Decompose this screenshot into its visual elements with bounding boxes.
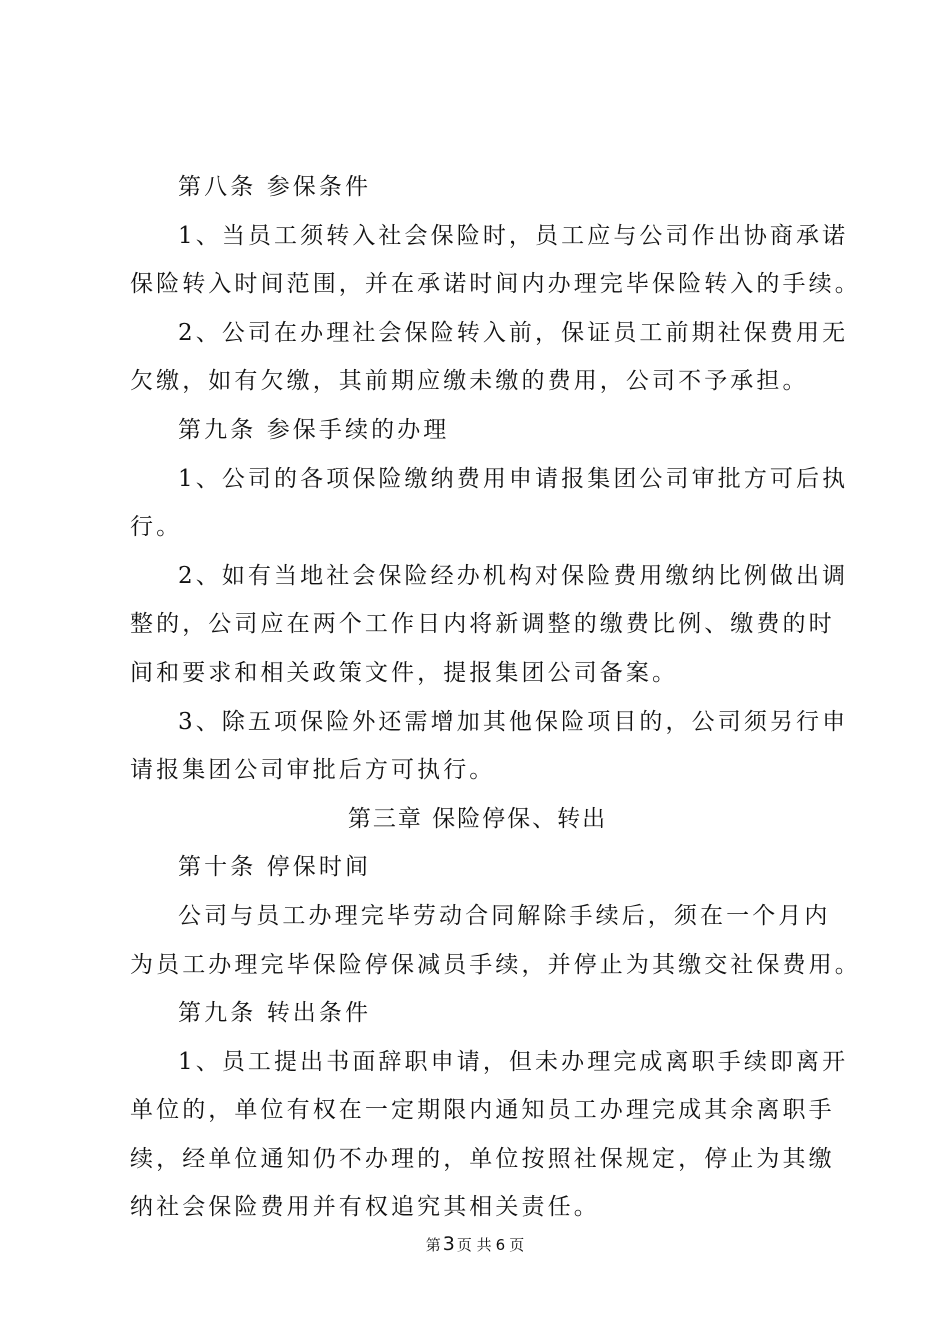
paragraph-line: 2、公司在办理社会保险转入前，保证员工前期社保费用无	[178, 319, 849, 346]
total-pages-number: 6	[495, 1236, 506, 1254]
paragraph-line: 整的，公司应在两个工作日内将新调整的缴费比例、缴费的时	[130, 611, 835, 638]
paragraph-line: 2、如有当地社会保险经办机构对保险费用缴纳比例做出调	[178, 562, 849, 589]
document-body	[130, 163, 861, 1232]
paragraph-line: 请报集团公司审批后方可执行。	[130, 757, 496, 784]
paragraph-line: 为员工办理完毕保险停保减员手续，并停止为其缴交社保费用。	[130, 951, 861, 978]
paragraph-line: 欠缴，如有欠缴，其前期应缴未缴的费用，公司不予承担。	[130, 368, 809, 395]
footer-suffix: 页	[509, 1236, 525, 1254]
footer-prefix: 第	[425, 1236, 441, 1254]
paragraph-line: 1、当员工须转入社会保险时，员工应与公司作出协商承诺	[178, 222, 849, 249]
paragraph-line: 公司与员工办理完毕劳动合同解除手续后，须在一个月内	[178, 902, 831, 929]
paragraph-line: 单位的，单位有权在一定期限内通知员工办理完成其余离职手	[130, 1097, 835, 1124]
chapter-heading: 第三章 保险停保、转出	[347, 805, 608, 832]
article-heading: 第九条 参保手续的办理	[178, 416, 450, 443]
article-heading: 第八条 参保条件	[178, 174, 372, 200]
paragraph-line: 间和要求和相关政策文件，提报集团公司备案。	[130, 659, 679, 686]
paragraph-line: 行。	[130, 514, 183, 541]
article-heading: 第九条 转出条件	[178, 1000, 372, 1027]
paragraph-line: 1、公司的各项保险缴纳费用申请报集团公司审批方可后执	[178, 465, 849, 492]
page-footer	[0, 1232, 950, 1257]
paragraph-line: 3、除五项保险外还需增加其他保险项目的，公司须另行申	[178, 708, 849, 735]
article-heading: 第十条 停保时间	[178, 854, 372, 881]
current-page-number: 3	[442, 1233, 455, 1255]
footer-middle: 页 共	[456, 1236, 492, 1254]
paragraph-line: 1、员工提出书面辞职申请，但未办理完成离职手续即离开	[178, 1048, 849, 1075]
paragraph-line: 保险转入时间范围，并在承诺时间内办理完毕保险转入的手续。	[130, 271, 861, 298]
paragraph-line: 纳社会保险费用并有权追究其相关责任。	[130, 1194, 600, 1221]
paragraph-line: 续，经单位通知仍不办理的，单位按照社保规定，停止为其缴	[130, 1145, 835, 1172]
